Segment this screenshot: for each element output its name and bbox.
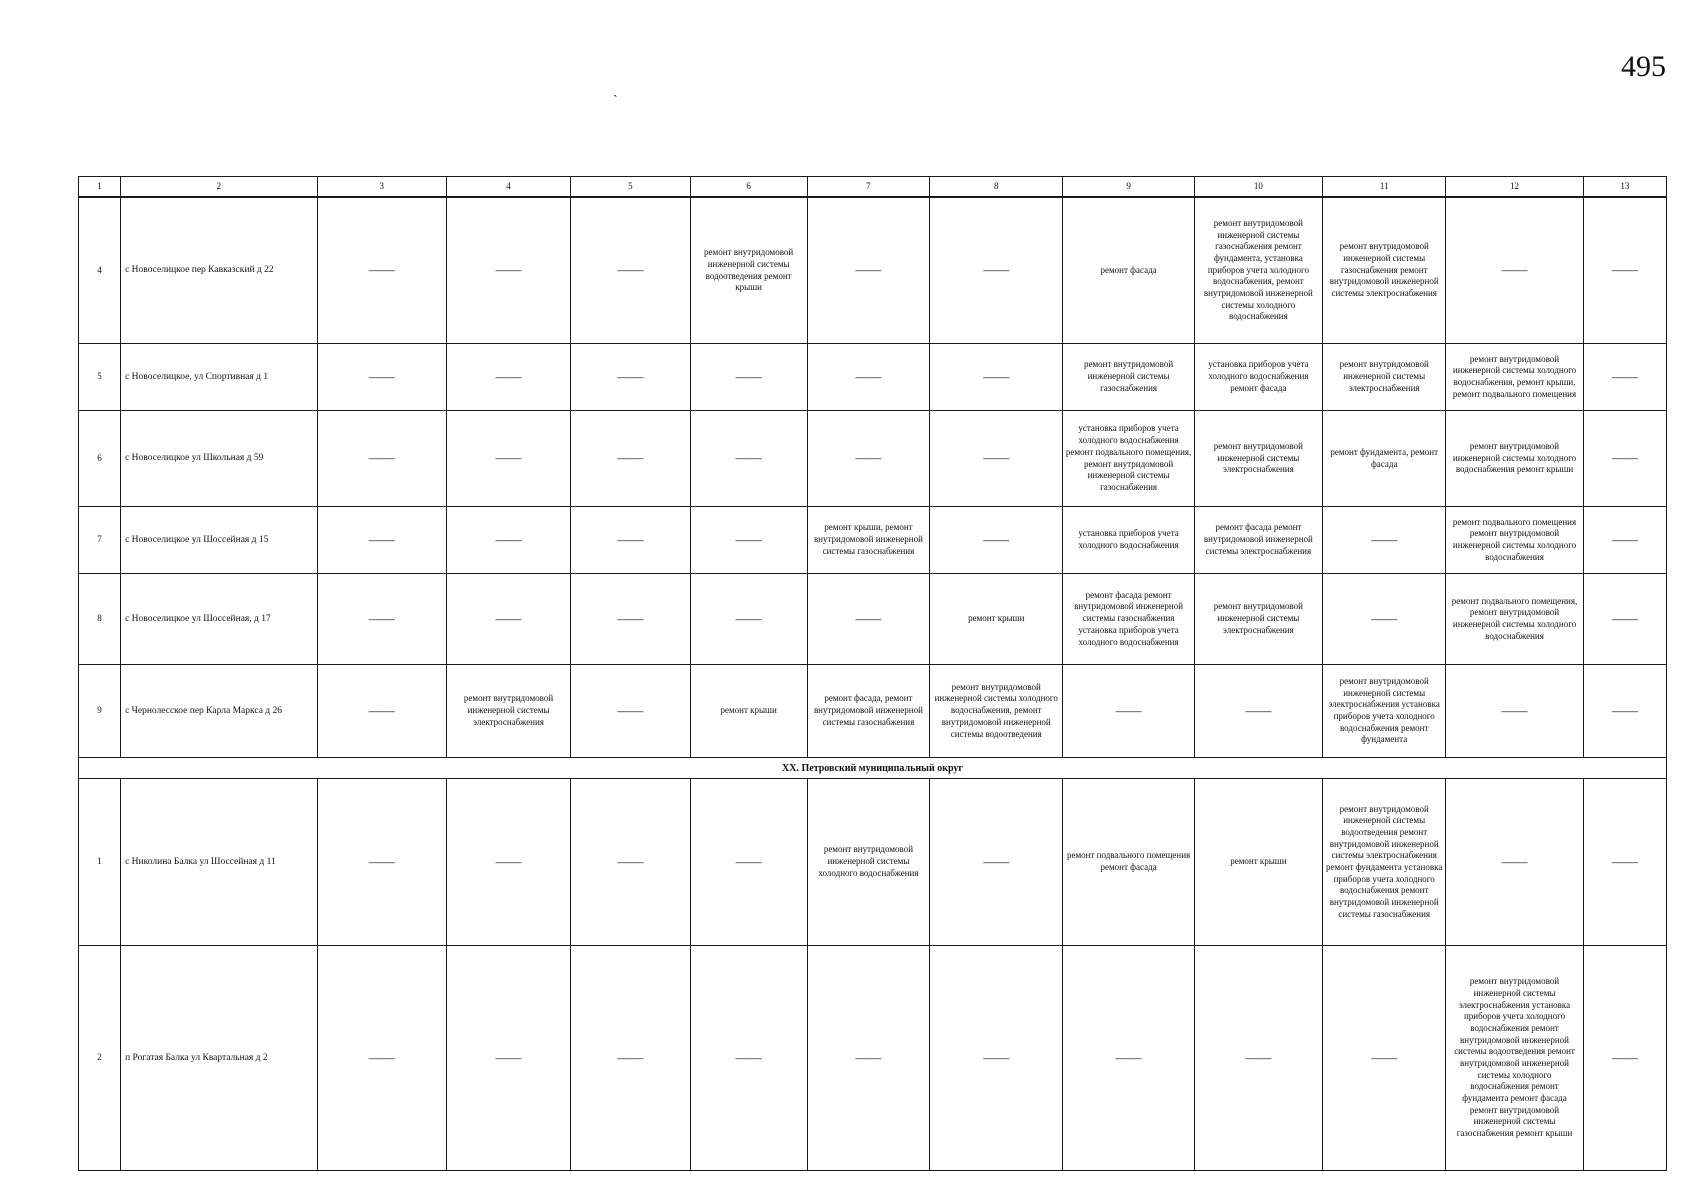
column-number: 7 (807, 177, 929, 198)
empty-dash-cell: —— (1583, 665, 1666, 758)
empty-dash-cell: —— (930, 197, 1063, 344)
work-type-cell: установка приборов учета холодного водоснабжения ремонт подвального помещения, ремонт внутридомовой инженерной системы газоснабжения (1063, 411, 1194, 507)
work-type-cell: ремонт внутридомовой инженерной системы электроснабжения (1323, 344, 1446, 411)
empty-dash-cell: —— (690, 574, 807, 665)
empty-dash-cell: —— (446, 779, 570, 946)
column-number: 2 (121, 177, 317, 198)
column-number-row (79, 177, 1667, 198)
empty-dash-cell: —— (317, 779, 446, 946)
column-number: 1 (79, 177, 121, 198)
work-type-cell: ремонт внутридомовой инженерной системы электроснабжения (446, 665, 570, 758)
empty-dash-cell: —— (690, 344, 807, 411)
empty-dash-cell: —— (1583, 507, 1666, 574)
empty-dash-cell: —— (571, 411, 690, 507)
table-row (79, 665, 1667, 758)
work-type-cell: ремонт крыши (1194, 779, 1322, 946)
scan-mark: ˏ (613, 83, 618, 98)
address-cell: с Новоселицкое, ул Спортивная д 1 (121, 344, 317, 411)
empty-dash-cell: —— (690, 946, 807, 1171)
address-cell: п Рогатая Балка ул Квартальная д 2 (121, 946, 317, 1171)
empty-dash-cell: —— (690, 411, 807, 507)
empty-dash-cell: —— (1446, 665, 1583, 758)
row-number: 9 (79, 665, 121, 758)
table-row (79, 344, 1667, 411)
row-number: 4 (79, 197, 121, 344)
work-type-cell: ремонт внутридомовой инженерной системы газоснабжения ремонт внутридомовой инженерной системы электроснабжения (1323, 197, 1446, 344)
empty-dash-cell: —— (1194, 946, 1322, 1171)
empty-dash-cell: —— (317, 197, 446, 344)
empty-dash-cell: —— (1194, 665, 1322, 758)
empty-dash-cell: —— (930, 946, 1063, 1171)
empty-dash-cell: —— (317, 344, 446, 411)
work-type-cell: ремонт фасада ремонт внутридомовой инженерной системы электроснабжения (1194, 507, 1322, 574)
work-type-cell: ремонт крыши, ремонт внутридомовой инженерной системы газоснабжения (807, 507, 929, 574)
section-title: XX. Петровский муниципальный округ (79, 758, 1667, 779)
work-type-cell: ремонт внутридомовой инженерной системы электроснабжения установка приборов учета холодного водоснабжения ремонт внутридомовой инженерной системы водоотведения ремонт внутридомовой инженерной системы холодного водоснабжения ремонт фундамента ремонт фасада ремонт внутридомовой инженерной системы газоснабжения ремонт крыши (1446, 946, 1583, 1171)
column-number: 8 (930, 177, 1063, 198)
work-type-cell: ремонт внутридомовой инженерной системы холодного водоснабжения, ремонт крыши, ремонт подвального помещения (1446, 344, 1583, 411)
address-cell: с Новоселицкое пер Кавказский д 22 (121, 197, 317, 344)
empty-dash-cell: —— (807, 574, 929, 665)
empty-dash-cell: —— (1446, 779, 1583, 946)
work-type-cell: ремонт внутридомовой инженерной системы газоснабжения (1063, 344, 1194, 411)
work-type-cell: ремонт крыши (930, 574, 1063, 665)
work-type-cell: установка приборов учета холодного водоснабжения (1063, 507, 1194, 574)
empty-dash-cell: —— (807, 946, 929, 1171)
empty-dash-cell: —— (930, 344, 1063, 411)
address-cell: с Николина Балка ул Шоссейная д 11 (121, 779, 317, 946)
column-number: 4 (446, 177, 570, 198)
work-type-cell: ремонт подвального помещения ремонт фасада (1063, 779, 1194, 946)
empty-dash-cell: —— (807, 344, 929, 411)
row-number: 7 (79, 507, 121, 574)
empty-dash-cell: —— (446, 507, 570, 574)
work-type-cell: ремонт внутридомовой инженерной системы водоотведения ремонт внутридомовой инженерной системы электроснабжения ремонт фундамента установка приборов учета холодного водоснабжения ремонт внутридомовой инженерной системы газоснабжения (1323, 779, 1446, 946)
work-type-cell: ремонт внутридомовой инженерной системы электроснабжения установка приборов учета холодного водоснабжения ремонт фундамента (1323, 665, 1446, 758)
empty-dash-cell: —— (690, 779, 807, 946)
empty-dash-cell: —— (446, 574, 570, 665)
work-type-cell: ремонт фундамента, ремонт фасада (1323, 411, 1446, 507)
empty-dash-cell: —— (1583, 197, 1666, 344)
empty-dash-cell: —— (571, 779, 690, 946)
table-body (79, 177, 1667, 1171)
column-number: 12 (1446, 177, 1583, 198)
empty-dash-cell: —— (571, 574, 690, 665)
empty-dash-cell: —— (446, 946, 570, 1171)
empty-dash-cell: —— (807, 197, 929, 344)
work-type-cell: ремонт крыши (690, 665, 807, 758)
empty-dash-cell: —— (1323, 507, 1446, 574)
work-type-cell: ремонт внутридомовой инженерной системы холодного водоснабжения ремонт крыши (1446, 411, 1583, 507)
address-cell: с Новоселицкое ул Школьная д 59 (121, 411, 317, 507)
table-row (79, 411, 1667, 507)
work-type-cell: ремонт внутридомовой инженерной системы водоотведения ремонт крыши (690, 197, 807, 344)
work-type-cell: ремонт фасада ремонт внутридомовой инженерной системы газоснабжения установка приборов учета холодного водоснабжения (1063, 574, 1194, 665)
address-cell: с Новоселицкое ул Шоссейная, д 17 (121, 574, 317, 665)
empty-dash-cell: —— (1323, 946, 1446, 1171)
table-row (79, 574, 1667, 665)
work-type-cell: ремонт внутридомовой инженерной системы электроснабжения (1194, 574, 1322, 665)
empty-dash-cell: —— (1583, 779, 1666, 946)
empty-dash-cell: —— (317, 411, 446, 507)
empty-dash-cell: —— (1583, 946, 1666, 1171)
empty-dash-cell: —— (446, 344, 570, 411)
column-number: 5 (571, 177, 690, 198)
empty-dash-cell: —— (1446, 197, 1583, 344)
empty-dash-cell: —— (571, 197, 690, 344)
empty-dash-cell: —— (571, 344, 690, 411)
empty-dash-cell: —— (930, 411, 1063, 507)
work-type-cell: ремонт внутридомовой инженерной системы холодного водоснабжения (807, 779, 929, 946)
table-row (79, 507, 1667, 574)
work-type-cell: ремонт подвального помещения ремонт внутридомовой инженерной системы холодного водоснабжения (1446, 507, 1583, 574)
column-number: 6 (690, 177, 807, 198)
empty-dash-cell: —— (317, 946, 446, 1171)
column-number: 11 (1323, 177, 1446, 198)
address-cell: с Чернолесское пер Карла Маркса д 26 (121, 665, 317, 758)
column-number: 13 (1583, 177, 1666, 198)
work-type-cell: ремонт фасада, ремонт внутридомовой инженерной системы газоснабжения (807, 665, 929, 758)
row-number: 5 (79, 344, 121, 411)
repair-schedule-table (78, 176, 1667, 1171)
work-type-cell: ремонт внутридомовой инженерной системы холодного водоснабжения, ремонт внутридомовой инженерной системы водоотведения (930, 665, 1063, 758)
empty-dash-cell: —— (1583, 411, 1666, 507)
row-number: 8 (79, 574, 121, 665)
work-type-cell: ремонт внутридомовой инженерной системы газоснабжения ремонт фундамента, установка приборов учета холодного водоснабжения, ремонт внутридомовой инженерной системы холодного водоснабжения (1194, 197, 1322, 344)
empty-dash-cell: —— (1583, 574, 1666, 665)
empty-dash-cell: —— (1323, 574, 1446, 665)
empty-dash-cell: —— (1063, 665, 1194, 758)
table-row (79, 946, 1667, 1171)
empty-dash-cell: —— (317, 507, 446, 574)
table-row (79, 779, 1667, 946)
empty-dash-cell: —— (571, 665, 690, 758)
row-number: 2 (79, 946, 121, 1171)
address-cell: с Новоселицкое ул Шоссейная д 15 (121, 507, 317, 574)
empty-dash-cell: —— (571, 946, 690, 1171)
empty-dash-cell: —— (690, 507, 807, 574)
work-type-cell: ремонт подвального помещения, ремонт внутридомовой инженерной системы холодного водоснабжения (1446, 574, 1583, 665)
empty-dash-cell: —— (930, 507, 1063, 574)
page-number: 495 (1621, 50, 1666, 83)
column-number: 3 (317, 177, 446, 198)
column-number: 10 (1194, 177, 1322, 198)
column-number: 9 (1063, 177, 1194, 198)
work-type-cell: ремонт фасада (1063, 197, 1194, 344)
empty-dash-cell: —— (317, 665, 446, 758)
work-type-cell: ремонт внутридомовой инженерной системы электроснабжения (1194, 411, 1322, 507)
empty-dash-cell: —— (446, 411, 570, 507)
empty-dash-cell: —— (1063, 946, 1194, 1171)
section-row (79, 758, 1667, 779)
row-number: 1 (79, 779, 121, 946)
empty-dash-cell: —— (1583, 344, 1666, 411)
work-type-cell: установка приборов учета холодного водоснабжения ремонт фасада (1194, 344, 1322, 411)
empty-dash-cell: —— (446, 197, 570, 344)
table-row (79, 197, 1667, 344)
empty-dash-cell: —— (571, 507, 690, 574)
row-number: 6 (79, 411, 121, 507)
empty-dash-cell: —— (317, 574, 446, 665)
empty-dash-cell: —— (930, 779, 1063, 946)
empty-dash-cell: —— (807, 411, 929, 507)
